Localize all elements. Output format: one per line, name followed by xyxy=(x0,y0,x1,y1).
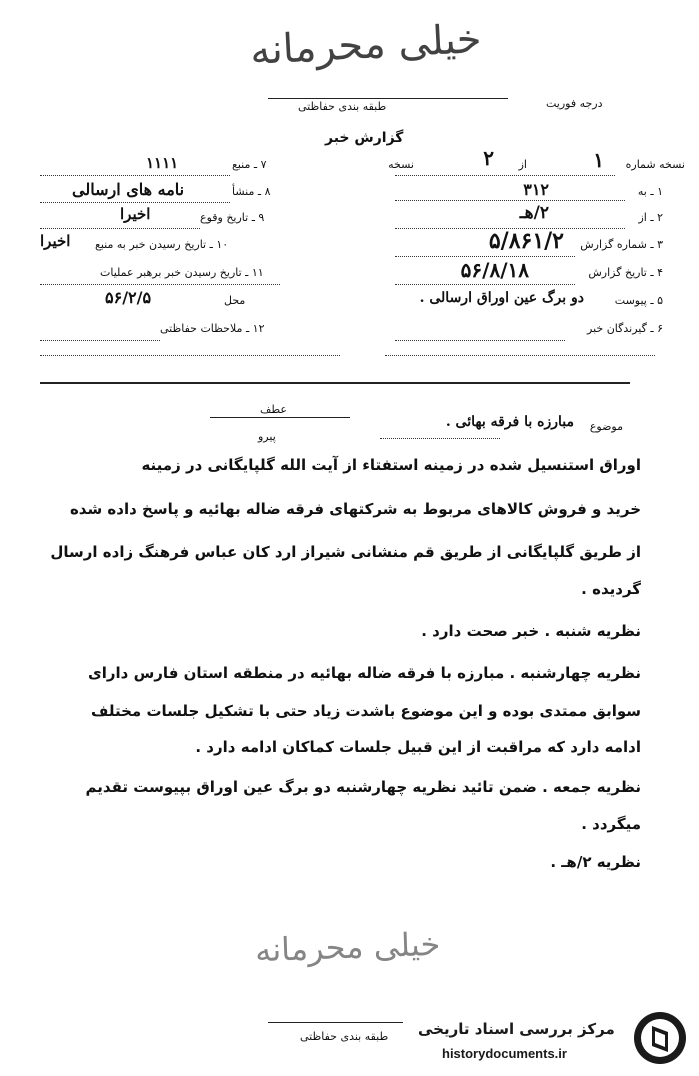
source-dotted xyxy=(40,175,230,176)
recipients-dotted xyxy=(395,340,565,341)
origin-value: نامه های ارسالی xyxy=(72,180,185,199)
report-date-label: ۴ ـ تاریخ گزارش xyxy=(588,266,663,279)
archive-logo-icon xyxy=(632,1010,688,1066)
body-line: از طریق گلپایگانی از طریق قم منشانی شیراز ارد کان عباس فرهنگ زاده ارسال xyxy=(50,543,641,561)
subject-value: مبارزه با فرقه بهائی . xyxy=(445,414,574,430)
watermark-url[interactable]: historydocuments.ir xyxy=(442,1046,567,1061)
copy-suffix-label: نسخه xyxy=(388,158,414,171)
subject-label: موضوع xyxy=(589,420,623,433)
location-value: ۵۶/۲/۵ xyxy=(105,288,152,307)
body-line: خرید و فروش کالاهای مربوط به شرکتهای فرقه ضاله بهائیه و پاسخ داده شده xyxy=(69,500,641,518)
body-line: میگردد . xyxy=(581,815,641,833)
copy-number-value: ۱ xyxy=(593,148,604,172)
report-number-dotted xyxy=(395,256,575,257)
to-value: ۳۱۲ xyxy=(523,180,549,199)
origin-dotted xyxy=(40,202,230,203)
bottom-stamp-underline xyxy=(268,1022,403,1023)
security-notes-label: ۱۲ ـ ملاحظات حفاظتی xyxy=(160,322,265,335)
source-receipt-value: اخیرا xyxy=(40,232,71,250)
event-date-dotted xyxy=(40,228,200,229)
header-separator xyxy=(40,382,630,384)
body-line: گردیده . xyxy=(581,580,641,598)
atf-line xyxy=(210,417,350,418)
event-date-label: ۹ ـ تاریخ وقوع xyxy=(200,211,265,224)
report-number-value: ۵/۸۶۱/۲ xyxy=(488,228,564,254)
security-notes-dotted xyxy=(40,340,160,341)
attachment-value: دو برگ عین اوراق ارسالی . xyxy=(419,290,584,306)
from-value: ۲/هـ xyxy=(519,203,549,223)
attachment-label: ۵ ـ پیوست xyxy=(614,294,663,307)
location-label: محل xyxy=(224,294,246,307)
bottom-classification-stamp: خیلی محرمانه xyxy=(254,924,441,970)
origin-label: ۸ ـ منشأ xyxy=(232,185,271,198)
security-notes-dotted-2 xyxy=(40,355,340,356)
source-value: ۱۱۱۱ xyxy=(146,154,179,172)
subject-dotted xyxy=(380,438,500,439)
recipients-label: ۶ ـ گیرندگان خبر xyxy=(587,322,663,335)
copy-total-value: ۲ xyxy=(483,146,494,170)
report-date-dotted xyxy=(395,284,575,285)
body-line: اوراق استنسیل شده در زمینه استفتاء از آیت الله گلپایگانی در زمینه xyxy=(141,456,641,474)
body-line: نظریه ۲/هـ . xyxy=(550,853,641,871)
body-line: نظریه چهارشنبه . مبارزه با فرقه ضاله بهائیه در منطقه استان فارس دارای xyxy=(88,664,641,682)
source-label: ۷ ـ منبع xyxy=(232,158,267,171)
copy-number-label: نسخه شماره xyxy=(625,158,685,171)
classification-label: طبقه بندی حفاظتی xyxy=(298,100,387,113)
copy-dotted xyxy=(395,175,615,176)
report-number-label: ۳ ـ شماره گزارش xyxy=(580,238,663,251)
event-date-value: اخیرا xyxy=(120,205,151,223)
bottom-classification-label: طبقه بندی حفاظتی xyxy=(300,1030,389,1043)
to-label: ۱ ـ به xyxy=(637,185,663,198)
body-line: ادامه دارد که مراقبت از این قبیل جلسات کماکان ادامه دارد . xyxy=(195,738,641,756)
source-receipt-label: ۱۰ ـ تاریخ رسیدن خبر به منبع xyxy=(95,238,229,251)
body-line: نظریه جمعه . ضمن تائید نظریه چهارشنبه دو برگ عین اوراق بپیوست تقدیم xyxy=(85,778,641,796)
stamp-underline xyxy=(268,98,508,99)
copy-from-label: از xyxy=(518,158,527,171)
operation-dotted xyxy=(40,284,280,285)
report-date-value: ۵۶/۸/۱۸ xyxy=(460,258,529,282)
operation-receipt-label: ۱۱ ـ تاریخ رسیدن خبر برهبر عملیات xyxy=(100,266,264,279)
atf-label: عطف xyxy=(260,403,287,416)
priority-label: درجه فوریت xyxy=(546,97,603,110)
body-line: نظریه شنبه . خبر صحت دارد . xyxy=(421,622,641,640)
from-label: ۲ ـ از xyxy=(638,211,663,224)
report-title: گزارش خبر xyxy=(325,130,404,146)
to-dotted xyxy=(395,200,625,201)
top-classification-stamp: خیلی محرمانه xyxy=(248,15,483,75)
recipients-dotted-2 xyxy=(385,355,655,356)
watermark-title: مرکز بررسی اسناد تاریخی xyxy=(418,1020,615,1038)
peyro-label: پیرو xyxy=(258,430,276,443)
body-line: سوابق ممتدی بوده و این موضوع باشدت زیاد حتی با تشکیل جلسات مختلف xyxy=(91,702,641,720)
